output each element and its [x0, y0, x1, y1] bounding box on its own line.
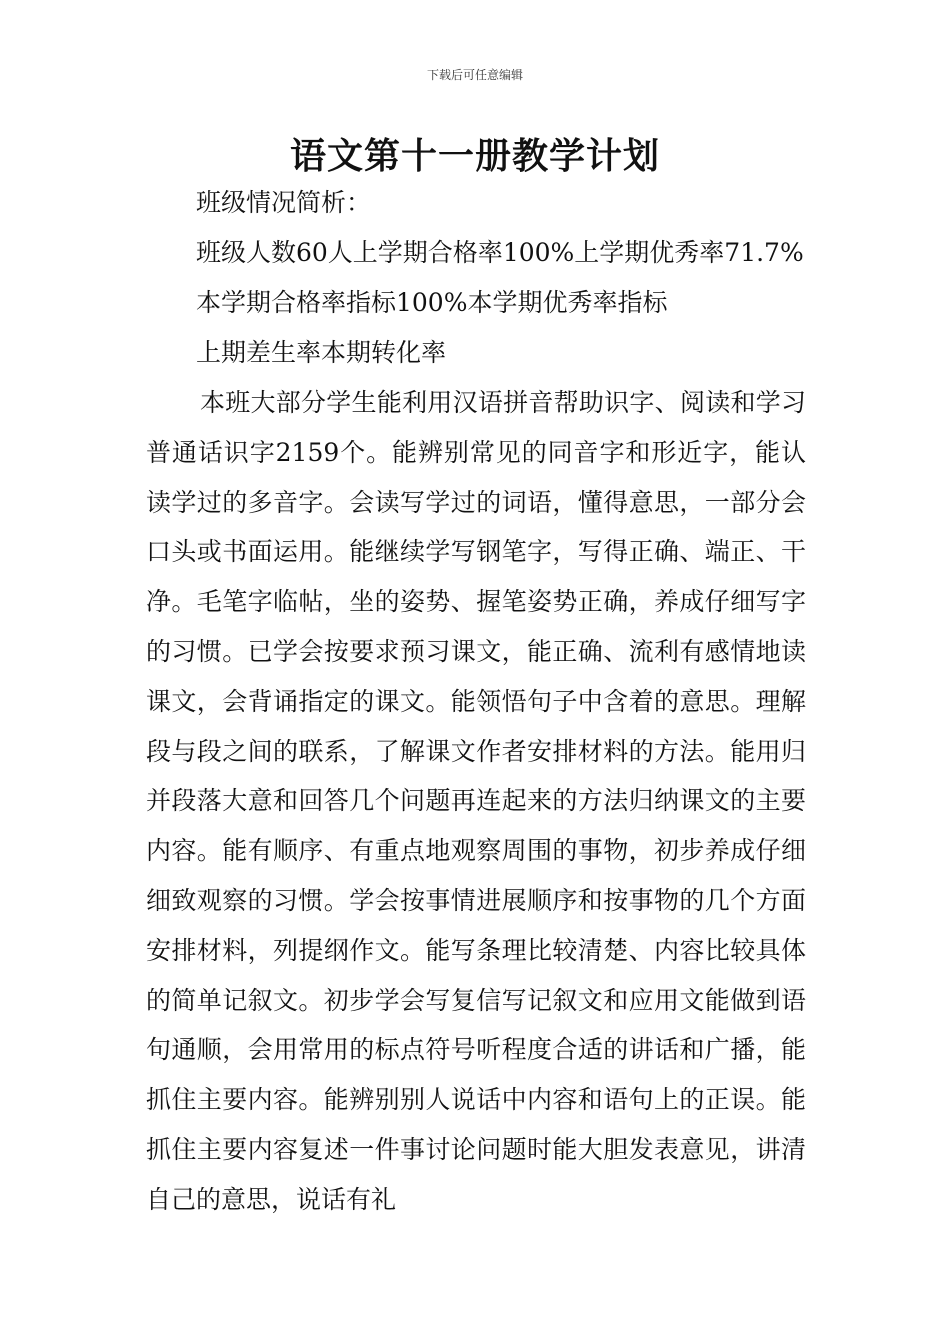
conversion-rate-line: 上期差生率本期转化率: [196, 338, 447, 367]
target-stats-line: 本学期合格率指标100%本学期优秀率指标: [196, 288, 668, 317]
section-heading: 班级情况简析：: [196, 188, 372, 217]
header-note: 下载后可任意编辑: [426, 68, 523, 82]
document-title: 语文第十一册教学计划: [289, 135, 660, 177]
class-stats-line: 班级人数60人上学期合格率100%上学期优秀率71.7%: [196, 238, 804, 267]
body-paragraph: 本班大部分学生能利用汉语拼音帮助识字、阅读和学习普通话识字2159个。能辨别常见的同音字和形近字，能认读学过的多音字。会读写学过的词语，懂得意思，一部分会口头或书面运用。能继续学写钢笔字，写得正确、端正、干净。毛笔字临帖，坐的姿势、握笔姿势正确，养成仔细写字的习惯。已学会按要求预习课文，能正确、流利有感情地读课文，会背诵指定的课文。能领悟句子中含着的意思。理解段与段之间的联系，了解课文作者安排材料的方法。能用归并段落大意和回答几个问题再连起来的方法归纳课文的主要内容。能有顺序、有重点地观察周围的事物，初步养成仔细细致观察的习惯。学会按事情进展顺序和按事物的几个方面安排材料，列提纲作文。能写条理比较清楚、内容比较具体的简单记叙文。初步学会写复信写记叙文和应用文能做到语句通顺，会用常用的标点符号听程度合适的讲话和广播，能抓住主要内容。能辨别别人说话中内容和语句上的正误。能抓住主要内容复述一件事讨论问题时能大胆发表意见，讲清自己的意思，说话有礼: [146, 388, 806, 1214]
